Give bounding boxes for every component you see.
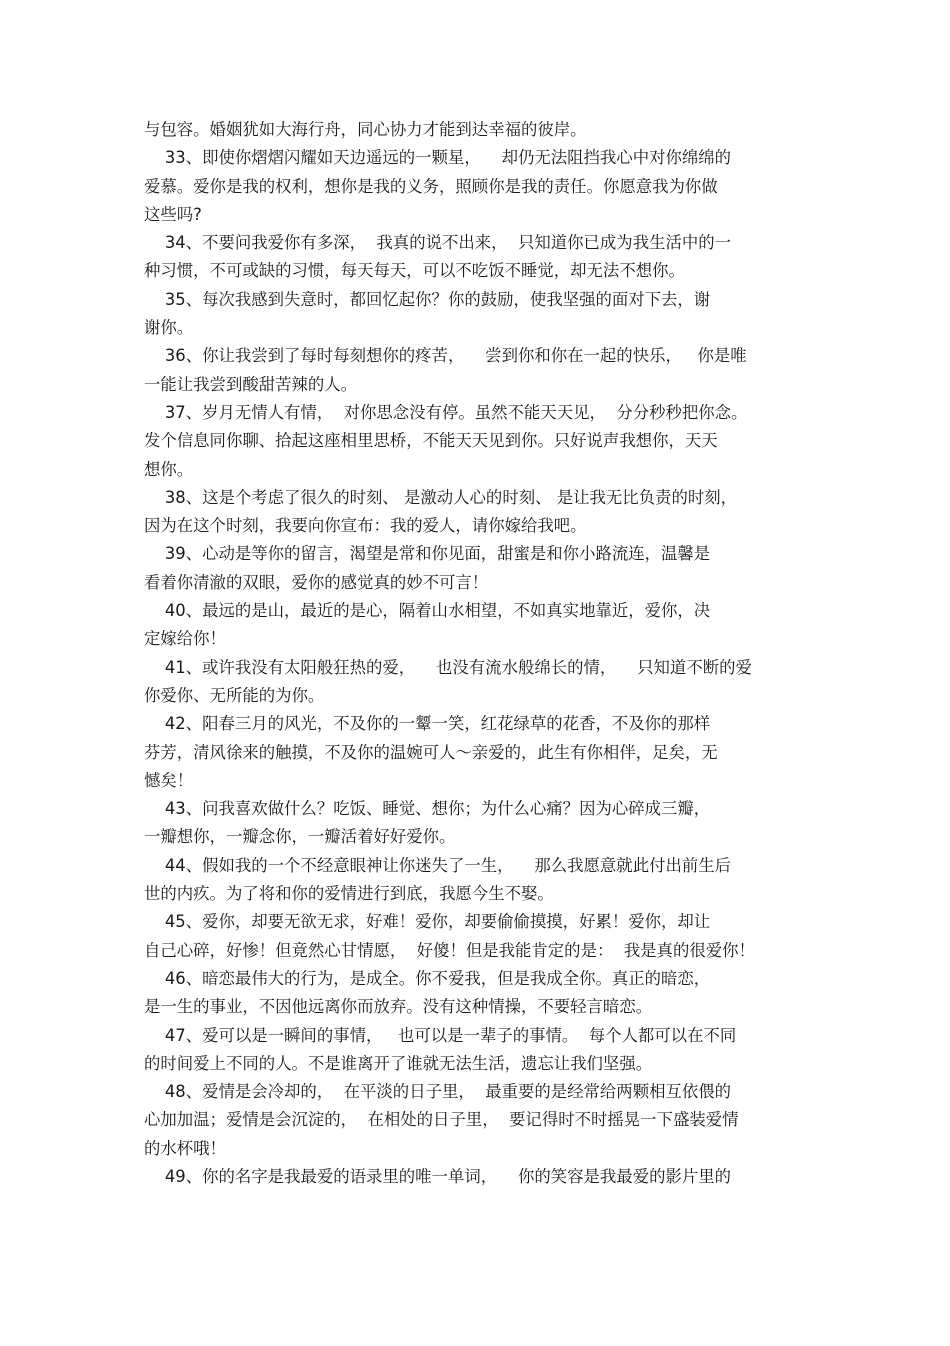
text-line: 35、每次我感到失意时，都回忆起你？你的鼓励，使我坚强的面对下去，谢 [144, 289, 711, 309]
text-line: 一能让我尝到酸甜苦辣的人。 [144, 374, 358, 394]
text-line: 42、阳春三月的风光，不及你的一颦一笑，红花绿草的花香，不及你的那样 [144, 714, 711, 734]
text-line: 45、爱你，却要无欲无求，好难！爱你，却要偷偷摸摸，好累！爱你，却让 [144, 912, 711, 932]
text-line: 是一生的事业，不因他远离你而放弃。没有这种情操，不要轻言暗恋。 [144, 997, 653, 1017]
text-line: 38、这是个考虑了很久的时刻、 是激动人心的时刻、 是让我无比负责的时刻， [144, 487, 738, 507]
text-line: 发个信息同你聊、拾起这座相里思桥，不能天天见到你。只好说声我想你，天天 [144, 431, 718, 451]
text-line: 的水杯哦！ [144, 1138, 226, 1158]
text-line: 49、你的名字是我最爱的语录里的唯一单词， 你的笑容是我最爱的影片里的 [144, 1166, 732, 1186]
text-line: 37、岁月无情人有情， 对你思念没有停。虽然不能天天见， 分分秒秒把你念。 [144, 402, 748, 422]
text-body [144, 116, 824, 1191]
text-line: 36、你让我尝到了每时每刻想你的疼苦， 尝到你和你在一起的快乐， 你是唯 [144, 346, 747, 366]
text-line: 48、爱情是会冷却的， 在平淡的日子里， 最重要的是经常给两颗相互依偎的 [144, 1082, 732, 1102]
text-line: 因为在这个时刻，我要向你宣布：我的爱人，请你嫁给我吧。 [144, 516, 587, 536]
text-line: 34、不要问我爱你有多深， 我真的说不出来， 只知道你已成为我生活中的一 [144, 233, 732, 253]
text-line: 看着你清澈的双眼，爱你的感觉真的妙不可言！ [144, 572, 489, 592]
text-line: 自己心碎，好惨！但竟然心甘情愿， 好傻！但是我能肯定的是： 我是真的很爱你！ [144, 940, 755, 960]
text-line: 41、或许我没有太阳般狂热的爱， 也没有流水般绵长的情， 只知道不断的爱 [144, 657, 752, 677]
text-line: 憾矣！ [144, 770, 194, 790]
text-line: 44、假如我的一个不经意眼神让你迷失了一生， 那么我愿意就此付出前生后 [144, 855, 732, 875]
text-line: 46、暗恋最伟大的行为，是成全。你不爱我，但是我成全你。真正的暗恋， [144, 968, 711, 988]
text-line: 你爱你、无所能的为你。 [144, 685, 325, 705]
text-line: 世的内疚。为了将和你的爱情进行到底，我愿今生不娶。 [144, 884, 554, 904]
text-line: 定嫁给你！ [144, 629, 226, 649]
text-line: 爱慕。爱你是我的权利，想你是我的义务，照顾你是我的责任。你愿意我为你做 [144, 176, 718, 196]
text-line: 这些吗? [144, 204, 202, 224]
text-line: 心加加温；爱情是会沉淀的， 在相处的日子里， 要记得时不时摇晃一下盛装爱情 [144, 1110, 739, 1130]
text-line: 谢你。 [144, 318, 194, 338]
text-line: 芬芳，清风徐来的触摸，不及你的温婉可人～亲爱的，此生有你相伴，足矣，无 [144, 742, 718, 762]
text-line: 与包容。婚姻犹如大海行舟，同心协力才能到达幸福的彼岸。 [144, 120, 587, 139]
text-line: 33、即使你熠熠闪耀如天边遥远的一颗星， 却仍无法阻挡我心中对你绵绵的 [144, 148, 732, 168]
text-line: 39、心动是等你的留言，渴望是常和你见面，甜蜜是和你小路流连，温馨是 [144, 544, 711, 564]
text-line: 一瓣想你，一瓣念你，一瓣活着好好爱你。 [144, 827, 456, 847]
text-line: 43、问我喜欢做什么？吃饭、睡觉、想你；为什么心痛？因为心碎成三瓣， [144, 799, 711, 819]
text-line: 想你。 [144, 459, 194, 479]
text-line: 40、最远的是山，最近的是心，隔着山水相望，不如真实地靠近，爱你，决 [144, 601, 711, 621]
text-line: 的时间爱上不同的人。不是谁离开了谁就无法生活，遗忘让我们坚强。 [144, 1053, 653, 1073]
text-line: 47、爱可以是一瞬间的事情， 也可以是一辈子的事情。 每个人都可以在不同 [144, 1025, 737, 1045]
text-line: 种习惯，不可或缺的习惯，每天每天，可以不吃饭不睡觉，却无法不想你。 [144, 261, 685, 281]
